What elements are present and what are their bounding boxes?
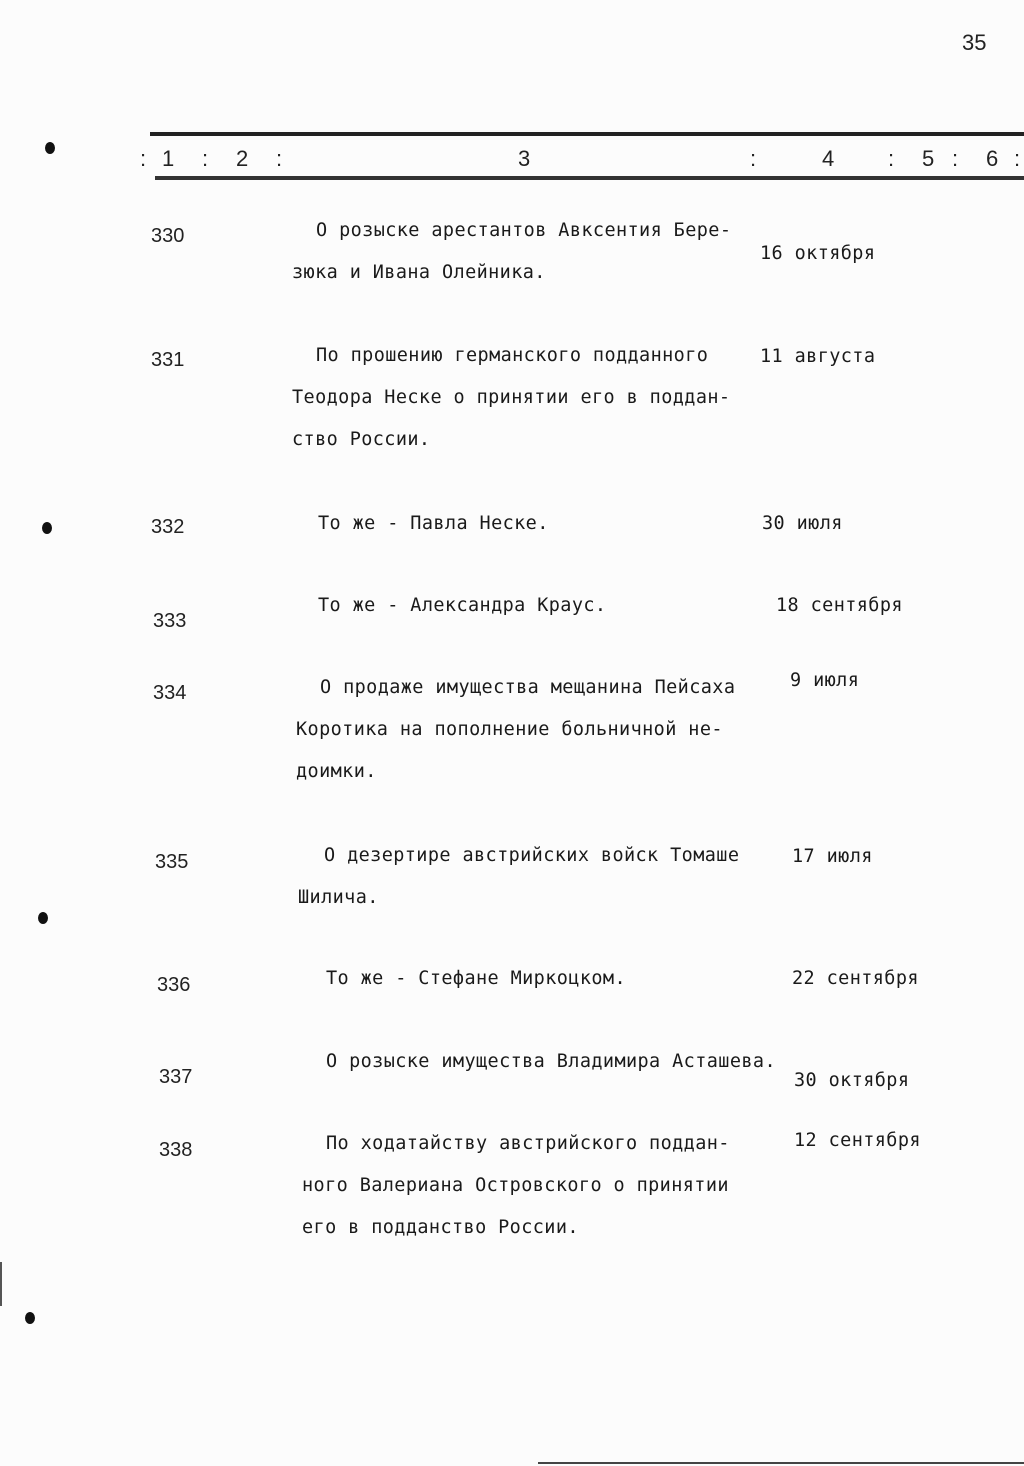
header-separator: : bbox=[140, 146, 147, 171]
entry-date: 11 августа bbox=[760, 346, 876, 367]
entry-description-line: доимки. bbox=[296, 761, 377, 782]
entry-date: 9 июля bbox=[790, 670, 860, 691]
header-col-3: 3 bbox=[518, 146, 531, 171]
entry-number: 338 bbox=[159, 1139, 193, 1161]
binding-hole-mark bbox=[45, 142, 55, 154]
header-separator: : bbox=[276, 146, 283, 171]
binding-hole-mark bbox=[42, 522, 52, 534]
entry-number: 333 bbox=[153, 610, 187, 632]
entry-description-line: То же - Павла Неске. bbox=[318, 513, 549, 534]
header-col-6: 6 bbox=[986, 146, 999, 171]
entry-number: 330 bbox=[151, 225, 185, 247]
entry-number: 336 bbox=[157, 974, 191, 996]
entry-number: 335 bbox=[155, 851, 189, 873]
entry-description-line: О розыске имущества Владимира Асташева. bbox=[326, 1051, 776, 1072]
page-number: 35 bbox=[962, 30, 987, 55]
header-separator: : bbox=[202, 146, 209, 171]
entry-date: 30 октября bbox=[794, 1070, 910, 1091]
table-header-row bbox=[0, 146, 1024, 174]
entry-number: 332 bbox=[151, 516, 185, 538]
entry-number: 337 bbox=[159, 1066, 193, 1088]
footer-rule bbox=[538, 1462, 1024, 1464]
entry-description-line: Теодора Неске о принятии его в поддан- bbox=[292, 387, 731, 408]
entry-description-line: ного Валериана Островского о принятии bbox=[302, 1175, 729, 1196]
binding-hole-mark bbox=[25, 1312, 35, 1324]
entry-date: 18 сентября bbox=[776, 595, 903, 616]
header-separator: : bbox=[952, 146, 959, 171]
header-col-4: 4 bbox=[822, 146, 835, 171]
header-separator: : bbox=[1014, 146, 1021, 171]
entry-number: 334 bbox=[153, 682, 187, 704]
entry-description-line: О продаже имущества мещанина Пейсаха bbox=[320, 677, 736, 698]
entry-description-line: Шилича. bbox=[298, 887, 379, 908]
header-separator: : bbox=[888, 146, 895, 171]
entry-date: 16 октября bbox=[760, 243, 876, 264]
entry-number: 331 bbox=[151, 349, 185, 371]
margin-mark bbox=[0, 1262, 2, 1306]
entry-description-line: ство России. bbox=[292, 429, 431, 450]
entry-description-line: его в подданство России. bbox=[302, 1217, 579, 1238]
entry-description-line: зюка и Ивана Олейника. bbox=[292, 262, 546, 283]
entry-description-line: Коротика на пополнение больничной не- bbox=[296, 719, 723, 740]
table-header-top-rule bbox=[150, 132, 1024, 136]
entry-description-line: То же - Стефане Миркоцком. bbox=[326, 968, 626, 989]
entry-description-line: То же - Алексaндра Краус. bbox=[318, 595, 607, 616]
table-header-bottom-rule bbox=[155, 176, 1024, 180]
header-col-5: 5 bbox=[922, 146, 935, 171]
header-col-2: 2 bbox=[236, 146, 249, 171]
header-separator: : bbox=[750, 146, 757, 171]
binding-hole-mark bbox=[38, 912, 48, 924]
entry-date: 12 сентября bbox=[794, 1130, 921, 1151]
entry-description-line: О розыске арестантов Авксентия Бере- bbox=[316, 220, 732, 241]
entry-description-line: О дезертире австрийских войск Томаше bbox=[324, 845, 740, 866]
header-col-1: 1 bbox=[162, 146, 175, 171]
entry-date: 17 июля bbox=[792, 846, 873, 867]
entry-description-line: По прошению германского подданного bbox=[316, 345, 709, 366]
entry-date: 30 июля bbox=[762, 513, 843, 534]
entry-date: 22 сентября bbox=[792, 968, 919, 989]
entry-description-line: По ходатайству австрийского поддан- bbox=[326, 1133, 730, 1154]
